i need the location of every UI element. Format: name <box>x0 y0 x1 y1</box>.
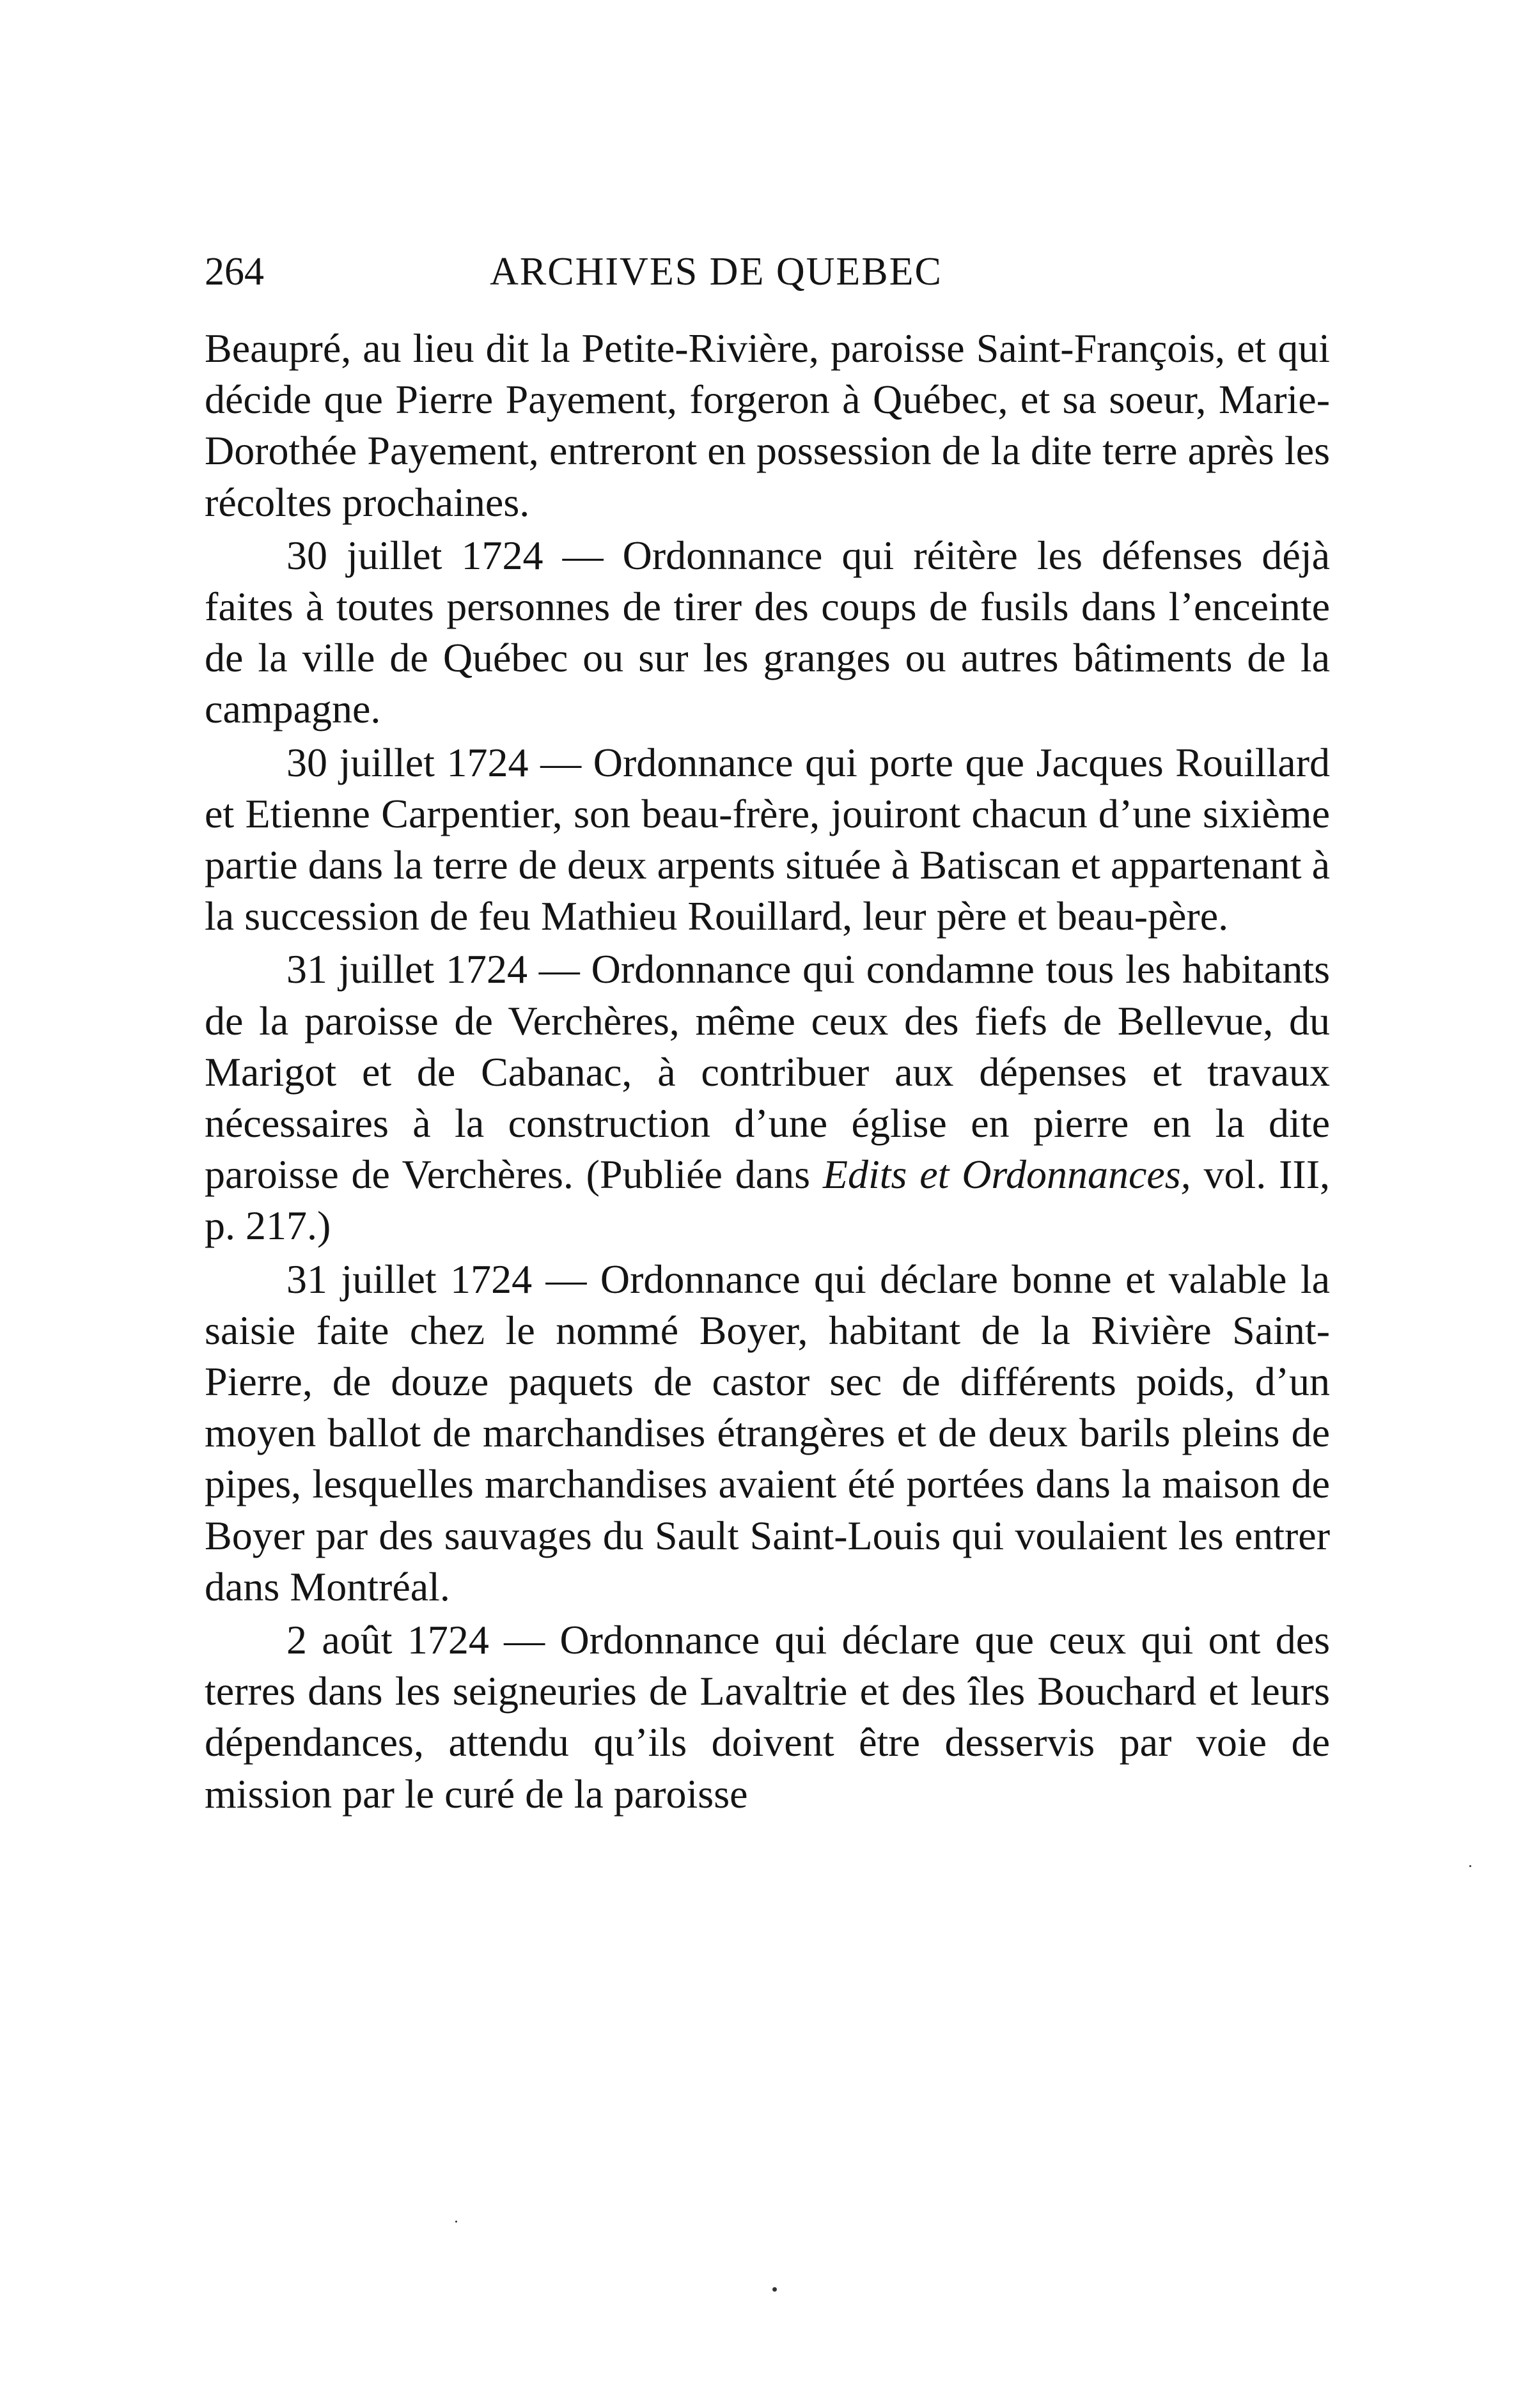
running-title: ARCHIVES DE QUEBEC <box>490 250 942 293</box>
scan-speck <box>1469 1865 1471 1867</box>
document-page <box>205 0 1330 2408</box>
entry-text: — Ordonnance qui porte que Jacques Rouillard et Etienne Carpentier, son beau-frère, jouiront chacun d’une sixième partie dans la terre de deux arpents située à Batiscan et appartenant à la succession de feu Mathieu Rouillard, leur père et beau-père. <box>205 739 1331 939</box>
entry-date: 30 juillet 1724 <box>286 739 529 785</box>
entry-date: 31 juillet 1724 <box>286 946 528 992</box>
entry-text: — Ordonnance qui déclare bonne et valable la saisie faite chez le nommé Boyer, habitant de la Rivière Saint-Pierre, de douze paquets de castor sec de différents poids, d’un moyen ballot de marchandises étrangères et de deux barils pleins de pipes, lesquelles marchandises avaient été portées dans la maison de Boyer par des sauvages du Sault Saint-Louis qui voulaient les entrer dans Montréal. <box>205 1256 1331 1609</box>
paragraph-text: Beaupré, au lieu dit la Petite-Rivière, paroisse Saint-François, et qui décide que Pierre Payement, forgeron à Québec, et sa soeur, Marie-Dorothée Payement, entreront en possession de la dite terre après les récoltes prochaines. <box>205 325 1330 525</box>
page-number: 264 <box>205 250 264 293</box>
body-text <box>205 323 1330 1820</box>
entry-date: 2 août 1724 <box>286 1617 489 1663</box>
running-header <box>205 243 1330 301</box>
paragraph-continued <box>205 323 1330 528</box>
entry-date: 31 juillet 1724 <box>286 1256 533 1302</box>
entry-text-end: vol. III, p. 217.) <box>205 1152 1331 1249</box>
entry-paragraph <box>205 1614 1330 1820</box>
entry-paragraph <box>205 530 1330 735</box>
scan-speck <box>455 2221 457 2223</box>
entry-date: 30 juillet 1724 <box>286 532 543 578</box>
publication-title: Edits et Ordonnances, <box>822 1152 1191 1198</box>
entry-text: — Ordonnance qui réitère les défenses déjà faites à toutes personnes de tirer des coups de fusils dans l’enceinte de la ville de Québec ou sur les granges ou autres bâtiments de la campagne. <box>205 532 1331 732</box>
entry-paragraph <box>205 1254 1330 1613</box>
entry-text: — Ordonnance qui déclare que ceux qui ont des terres dans les seigneuries de Lavaltrie et des îles Bouchard et leurs dépendances, attendu qu’ils doivent être desservis par voie de mission par le curé de la paroisse <box>205 1617 1331 1817</box>
entry-paragraph <box>205 737 1330 942</box>
scan-speck <box>772 2287 777 2292</box>
entry-text: — Ordonnance qui condamne tous les habitants de la paroisse de Verchères, même ceux des fiefs de Bellevue, du Marigot et de Cabanac, à contribuer aux dépenses et travaux nécessaires à la construction d’une église en pierre en la dite paroisse de Verchères. (Publiée dans <box>205 946 1330 1198</box>
entry-paragraph <box>205 944 1330 1251</box>
